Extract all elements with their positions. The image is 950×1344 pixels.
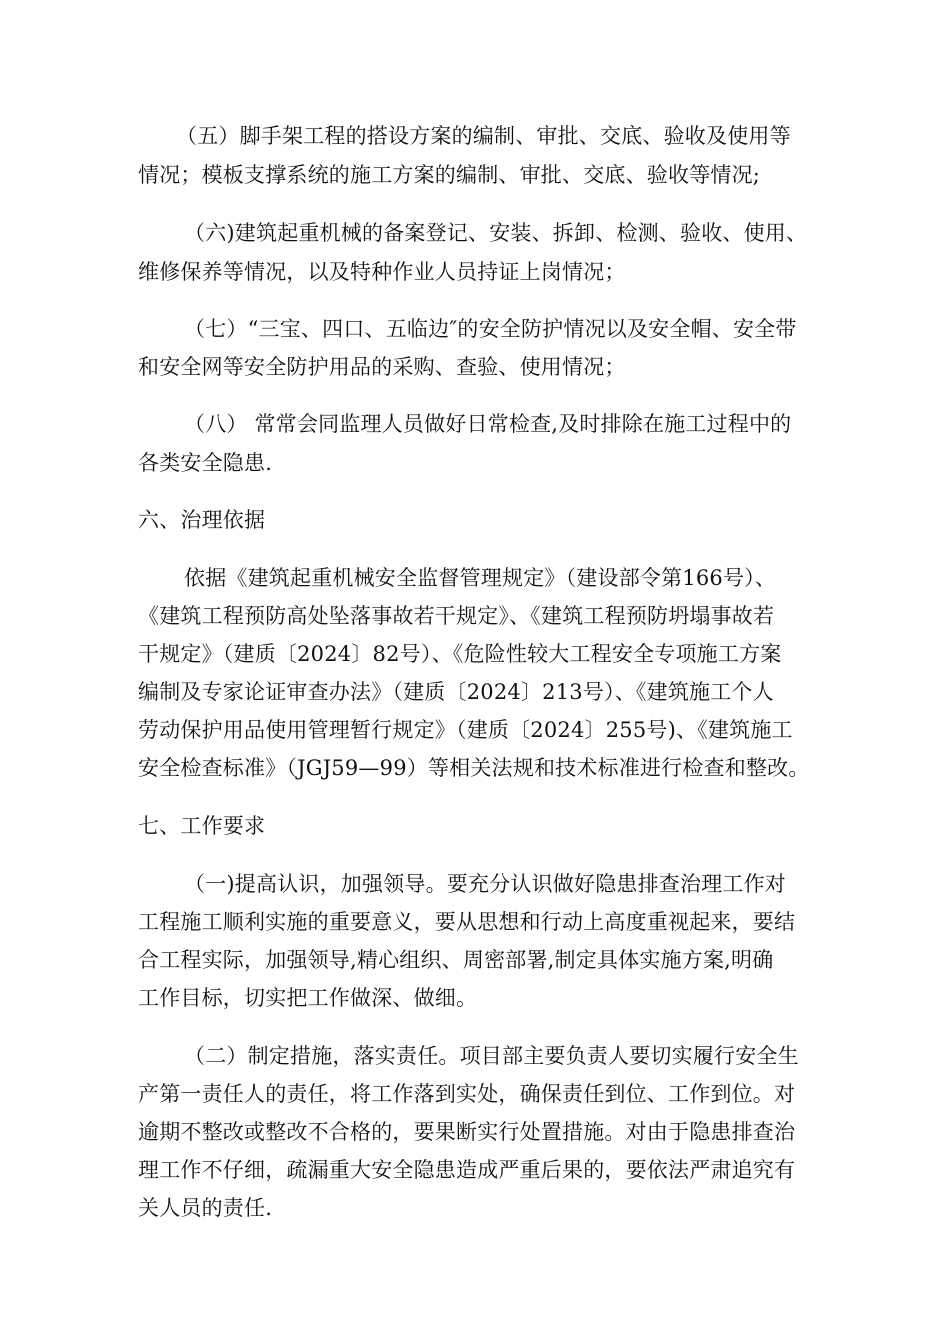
section-6-heading: 六、治理依据 xyxy=(138,508,266,532)
section-7-item-2-line-3: 逾期不整改或整改不合格的，要果断实行处置措施。对由于隐患排查治 xyxy=(138,1120,796,1144)
section-7-item-2-line-2: 产第一责任人的责任，将工作落到实处，确保责任到位、工作到位。对 xyxy=(138,1082,796,1106)
section-6-line-6: 安全检查标准》（JGJ59—99）等相关法规和技术标准进行检查和整改。 xyxy=(138,756,810,780)
section-7-item-1-line-4: 工作目标，切实把工作做深、做细。 xyxy=(138,986,478,1010)
paragraph-7-line-1: （七）“三宝、四口、五临边″的安全防护情况以及安全帽、安全带 xyxy=(184,317,797,341)
section-6-line-2: 《建筑工程预防高处坠落事故若干规定》、《建筑工程预防坍塌事故若 xyxy=(138,604,775,628)
paragraph-8-line-2: 各类安全隐患. xyxy=(138,451,273,475)
section-7-item-2-line-5: 关人员的责任. xyxy=(138,1196,273,1220)
paragraph-6-line-2: 维修保养等情况，以及特种作业人员持证上岗情况； xyxy=(138,260,626,284)
section-7-item-1-line-1: （一)提高认识，加强领导。要充分认识做好隐患排查治理工作对 xyxy=(184,872,786,896)
section-7-item-2-line-1: （二）制定措施，落实责任。项目部主要负责人要切实履行安全生 xyxy=(184,1044,799,1068)
section-6-line-3: 干规定》（建质〔2024〕82号）、《危险性较大工程安全专项施工方案 xyxy=(138,642,782,666)
paragraph-8-line-1: （八） 常常会同监理人员做好日常检查,及时排除在施工过程中的 xyxy=(184,412,792,436)
section-7-item-2-line-4: 理工作不仔细，疏漏重大安全隐患造成严重后果的，要依法严肃追究有 xyxy=(138,1158,796,1182)
section-6-line-5: 劳动保护用品使用管理暂行规定》（建质〔2024〕255号)、《建筑施工 xyxy=(138,718,793,742)
section-7-item-1-line-2: 工程施工顺利实施的重要意义，要从思想和行动上高度重视起来，要结 xyxy=(138,910,796,934)
section-6-line-4: 编制及专家论证审查办法》（建质〔2024〕213号）、《建筑施工个人 xyxy=(138,680,774,704)
section-6-line-1: 依据《建筑起重机械安全监督管理规定》（建设部令第166号）、 xyxy=(184,566,777,590)
paragraph-7-line-2: 和安全网等安全防护用品的采购、查验、使用情况； xyxy=(138,355,626,379)
paragraph-5-line-2: 情况；模板支撑系统的施工方案的编制、审批、交底、验收等情况; xyxy=(138,163,761,187)
section-7-item-1-line-3: 合工程实际，加强领导,精心组织、周密部署,制定具体实施方案,明确 xyxy=(138,948,774,972)
paragraph-6-line-1: （六)建筑起重机械的备案登记、安装、拆卸、检测、验收、使用、 xyxy=(184,221,808,245)
section-7-heading: 七、工作要求 xyxy=(138,814,266,838)
paragraph-5-line-1: （五）脚手架工程的搭设方案的编制、审批、交底、验收及使用等 xyxy=(176,124,791,148)
